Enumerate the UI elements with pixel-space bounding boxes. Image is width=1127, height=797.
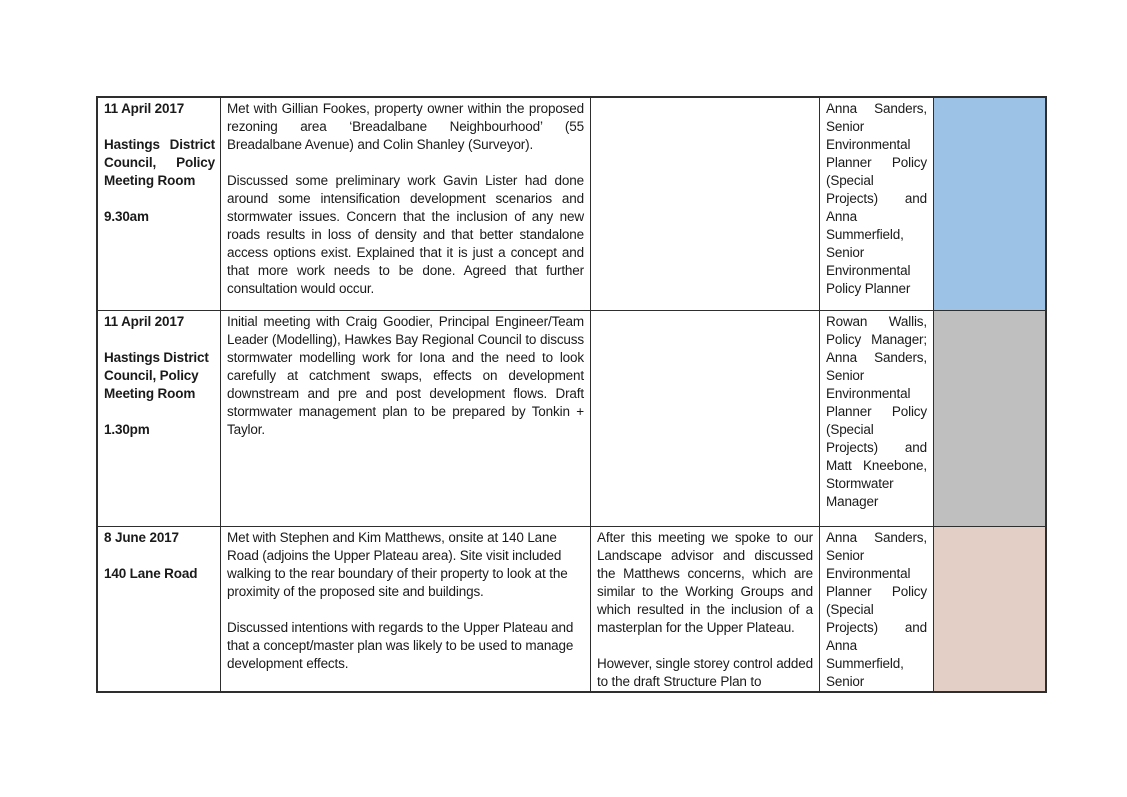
details-paragraph: Met with Stephen and Kim Matthews, onsite at 140 Lane Road (adjoins the Upper Plateau area). Site visit included walking to the rear boundary of their property to look at the proximity of the proposed site and buildings. (227, 530, 568, 599)
meeting-log-table (96, 96, 1047, 693)
meeting-date: 11 April 2017 (104, 101, 185, 116)
attendees-text: Anna Sanders, Senior Environmental Planner Policy (Special Projects) and Anna Summerfield, Senior (826, 530, 927, 689)
attendees-text: Rowan Wallis, Policy Manager; Anna Sanders, Senior Environmental Planner Policy (Special Projects) and Matt Kneebone, Stormwater Manager (826, 314, 927, 509)
meeting-time: 1.30pm (104, 422, 150, 437)
meeting-location: Hastings District Council, Policy Meeting Room (104, 350, 209, 401)
meeting-when-cell (98, 527, 221, 691)
status-color-cell (934, 527, 1045, 691)
meeting-attendees-cell (820, 311, 934, 527)
details-paragraph: Met with Gillian Fookes, property owner within the proposed rezoning area ‘Breadalbane Neighbourhood’ (55 Breadalbane Avenue) and Colin Shanley (Surveyor). (227, 101, 584, 152)
meeting-details-cell (221, 527, 591, 691)
meeting-outcome-cell (591, 311, 820, 527)
meeting-date: 11 April 2017 (104, 314, 185, 329)
details-paragraph: Initial meeting with Craig Goodier, Principal Engineer/Team Leader (Modelling), Hawkes Bay Regional Council to discuss stormwater modelling work for Iona and the need to look carefully at catchment swaps, effects on development downstream and pre and post development flows. Draft stormwater management plan to be prepared by Tonkin + Taylor. (227, 314, 584, 437)
details-paragraph: Discussed some preliminary work Gavin Lister had done around some intensification development scenarios and stormwater issues. Concern that the inclusion of any new roads results in loss of density and that better standalone access options exist. Explained that it is just a concept and that more work needs to be done. Agreed that further consultation would occur. (227, 173, 584, 296)
meeting-when-cell (98, 98, 221, 311)
meeting-outcome-cell (591, 527, 820, 691)
meeting-time: 9.30am (104, 209, 149, 224)
outcome-paragraph: After this meeting we spoke to our Landscape advisor and discussed the Matthews concerns, which are similar to the Working Groups and which resulted in the inclusion of a masterplan for the Upper Plateau. (597, 530, 813, 635)
meeting-details-cell (221, 311, 591, 527)
details-paragraph: Discussed intentions with regards to the Upper Plateau and that a concept/master plan was likely to be used to manage development effects. (227, 620, 574, 671)
meeting-details-cell (221, 98, 591, 311)
status-color-cell (934, 98, 1045, 311)
attendees-text: Anna Sanders, Senior Environmental Planner Policy (Special Projects) and Anna Summerfield, Senior Environmental Policy Planner (826, 101, 927, 296)
meeting-when-cell (98, 311, 221, 527)
meeting-location: 140 Lane Road (104, 566, 198, 581)
meeting-outcome-cell (591, 98, 820, 311)
meeting-date: 8 June 2017 (104, 530, 179, 545)
meeting-attendees-cell (820, 98, 934, 311)
outcome-paragraph: However, single storey control added to the draft Structure Plan to (597, 656, 813, 689)
status-color-cell (934, 311, 1045, 527)
meeting-location: Hastings District Council, Policy Meeting Room (104, 137, 215, 188)
meeting-attendees-cell (820, 527, 934, 691)
